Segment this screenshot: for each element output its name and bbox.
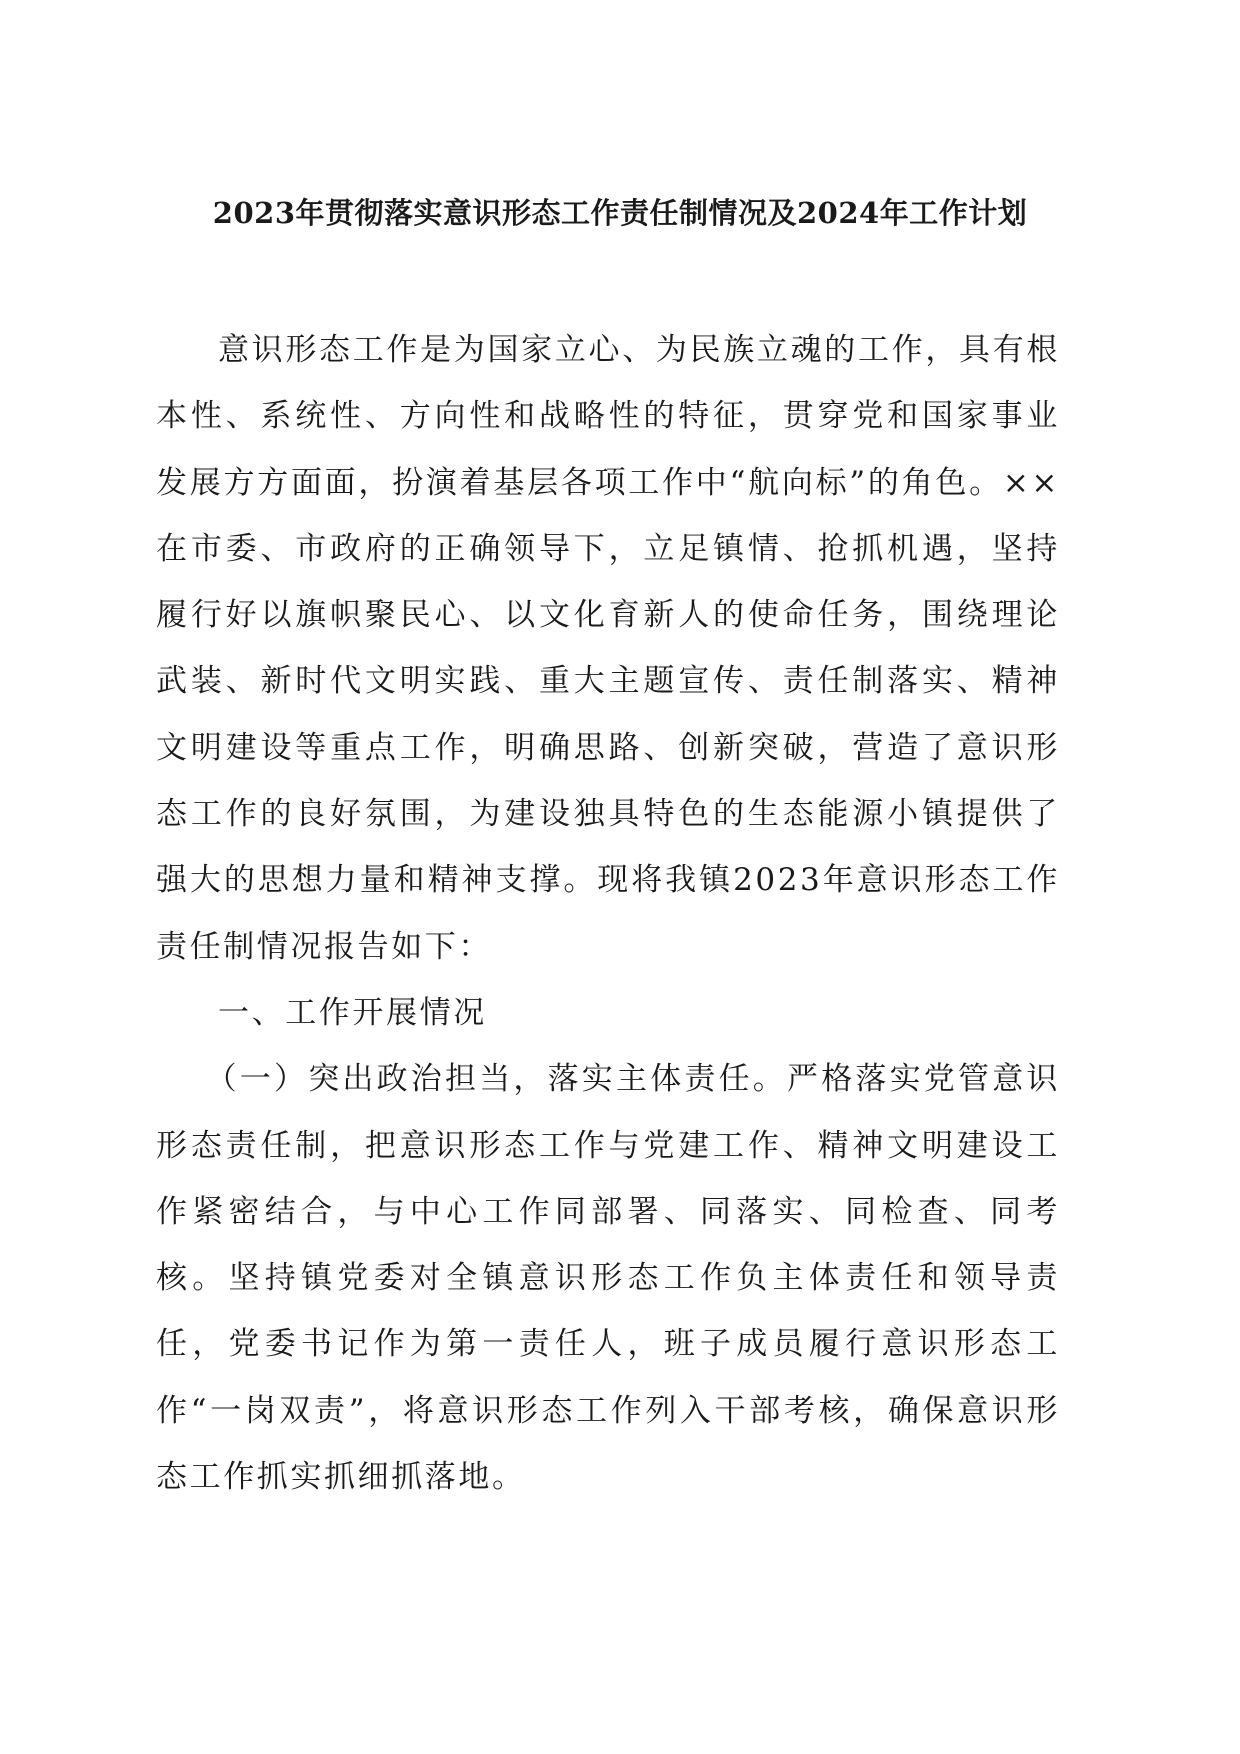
- section-heading-work-status: 一、工作开展情况: [218, 994, 487, 1031]
- section-item-paragraph: （一）突出政治担当，落实主体责任。严格落实党管意识形态责任制，把意识形态工作与党建工作、精神文明建设工作紧密结合，与中心工作同部署、同落实、同检查、同考核。坚持镇党委对全镇意识形态工作负主体责任和领导责任，党委书记作为第一责任人，班子成员履行意识形态工作“一岗双责”，将意识形态工作列入干部考核，确保意识形态工作抓实抓细抓落地。: [156, 1061, 1060, 1496]
- document-title: 2023年贯彻落实意识形态工作责任制情况及2024年工作计划: [212, 196, 1028, 230]
- document-body: [156, 317, 1060, 1510]
- intro-paragraph: 意识形态工作是为国家立心、为民族立魂的工作，具有根本性、系统性、方向性和战略性的特征，贯穿党和国家事业发展方方面面，扮演着基层各项工作中“航向标”的角色。××在市委、市政府的正确领导下，立足镇情、抢抓机遇，坚持履行好以旗帜聚民心、以文化育新人的使命任务，围绕理论武装、新时代文明实践、重大主题宣传、责任制落实、精神文明建设等重点工作，明确思路、创新突破，营造了意识形态工作的良好氛围，为建设独具特色的生态能源小镇提供了强大的思想力量和精神支撑。现将我镇2023年意识形态工作责任制情况报告如下：: [156, 332, 1060, 965]
